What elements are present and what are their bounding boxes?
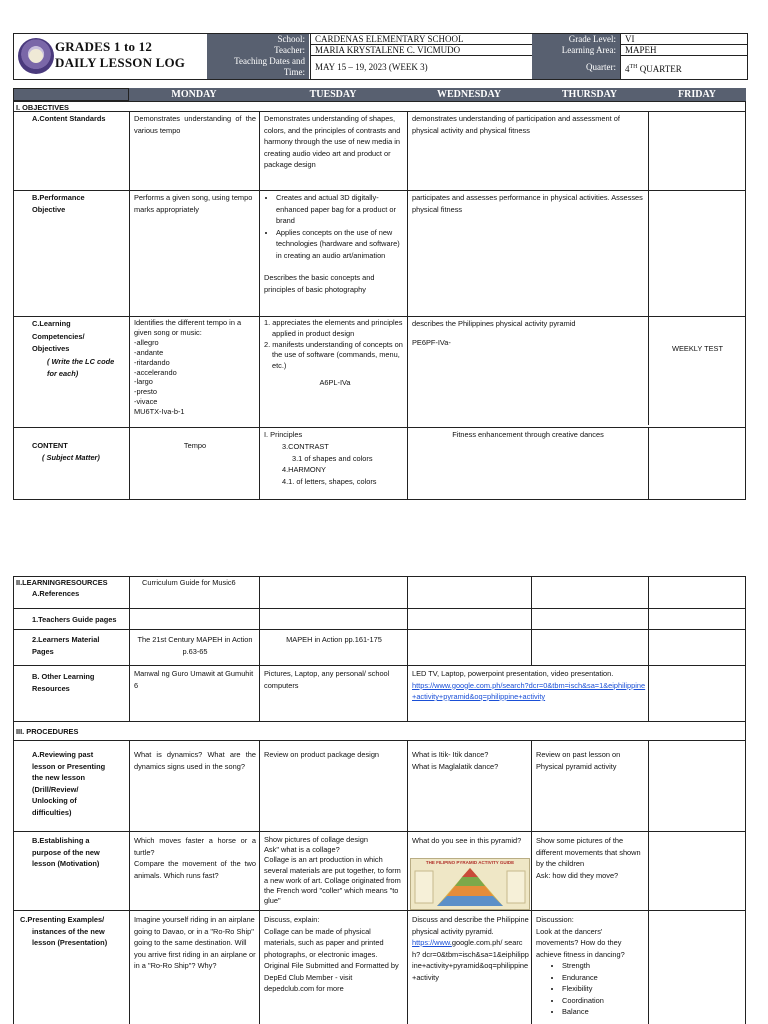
day-tuesday: TUESDAY — [259, 88, 407, 101]
performance-tuesday-photography: Describes the basic concepts and principles of basic photography — [264, 273, 375, 294]
purpose-tuesday-2: Ask" what is a collage? — [264, 845, 340, 855]
dates-label-line-2: Time: — [283, 67, 305, 77]
tuesday-lc-code: A6PL-IVa — [319, 377, 351, 387]
teacher-value: MARIA KRYSTALENE C. VICMUDO — [310, 45, 532, 56]
grade-value: VI — [620, 34, 747, 45]
review-wednesday — [412, 749, 528, 772]
purpose-tuesday — [264, 835, 406, 906]
procedures-section-title: III. PROCEDURES — [16, 727, 79, 736]
school-label: School: — [207, 34, 309, 45]
other-resources-wednesday — [412, 668, 646, 703]
objectives-table — [13, 101, 746, 500]
performance-label — [32, 192, 128, 215]
quarter-value — [620, 56, 747, 79]
competencies-label-3: Objectives — [32, 344, 70, 353]
wednesday-lc-code: PE6PF-IVa- — [412, 338, 451, 347]
review-label-5: Unlocking of — [32, 796, 77, 805]
presenting-thu-1: Discussion: — [536, 915, 574, 924]
purpose-label-1: B.Establishing a — [32, 836, 90, 845]
competencies-monday — [134, 318, 256, 417]
presenting-monday: Imagine yourself riding in an airplane going to Davao, or in a "Ro-Ro Ship" going to the same destination. Will you arrive first riding in an airplane or in a "Ro-Ro Ship"? Why? — [134, 915, 256, 970]
presenting-label — [20, 914, 130, 949]
logo-area — [14, 34, 207, 79]
review-wed-q2: What is Maglalatik dance? — [412, 761, 499, 771]
other-resources-label-1: B. Other Learning — [32, 672, 95, 681]
purpose-monday-q2: Compare the movement of the two animals. Which runs fast? — [134, 859, 256, 880]
presenting-tuesday-3: Original File Submitted and Formatted by DepEd Club Member - visit depedclub.com for more — [264, 961, 399, 993]
quarter-number: 4 — [625, 64, 630, 74]
deped-seal-icon — [18, 38, 54, 74]
teachers-guide-label: 1.Teachers Guide pages — [32, 615, 117, 624]
review-monday: What is dynamics? What are the dynamics signs used in the song? — [134, 750, 256, 771]
other-resources-label — [32, 671, 128, 694]
performance-tuesday — [264, 192, 406, 295]
content-wed-thu: Fitness enhancement through creative dances — [452, 430, 604, 439]
fitness-balance: • Balance — [562, 1006, 646, 1018]
content-label-sub: ( Subject Matter) — [42, 452, 100, 462]
review-label-6: difficulties) — [32, 807, 72, 817]
other-resources-monday: Manwal ng Guro Umawit at Gumuhit 6 — [134, 669, 254, 690]
dates-label — [207, 56, 309, 79]
tempo-andante: -andante — [134, 347, 164, 357]
fitness-endurance: • Endurance — [562, 972, 646, 984]
resources-section-title: II.LEARNINGRESOURCES — [16, 578, 108, 587]
day-monday: MONDAY — [129, 88, 259, 101]
purpose-label-2: purpose of the new — [32, 847, 100, 857]
competency-tuesday-2: 2. manifests understanding of concepts on the use of software (commands, menu, etc.) — [264, 339, 403, 371]
area-value: MAPEH — [620, 45, 747, 56]
performance-wed-thu: participates and assesses performance in physical activities. Assesses physical fitness — [412, 193, 643, 214]
review-tuesday: Review on product package design — [264, 750, 380, 759]
objectives-section-title: I. OBJECTIVES — [16, 103, 69, 112]
review-label — [32, 749, 128, 818]
logo-title-1: GRADES 1 to 12 — [55, 39, 153, 54]
learners-material-label-2: Pages — [32, 646, 54, 656]
presenting-label-1: C.Presenting Examples/ — [20, 915, 105, 924]
review-wed-q1: What is Itik- Itik dance? — [412, 750, 489, 759]
friday-weekly-test: WEEKLY TEST — [672, 344, 723, 353]
tempo-largo: -largo — [134, 377, 153, 387]
performance-tuesday-bullet-2: • Applies concepts on the use of new technologies (hardware and software) in creating an audio art/animation — [276, 227, 406, 262]
learners-material-tuesday: MAPEH in Action pp.161-175 — [286, 635, 382, 644]
pyramid-search-link[interactable]: https://www.google.com.ph/search?dcr=0&tbm=isch&sa=1&eiphilippine+activity+pyramid&oq=philippine+activity — [412, 680, 646, 701]
purpose-monday-q1: Which moves faster a horse or a turtle? — [134, 836, 256, 857]
presenting-label-2: instances of the new — [32, 926, 105, 936]
learners-material-label-1: 2.Learners Material — [32, 635, 100, 644]
presenting-wednesday — [412, 914, 529, 983]
content-tuesday-contrast-sub: 3.1 of shapes and colors — [292, 453, 373, 463]
other-resources-wed-text: LED TV, Laptop, powerpoint presentation, video presentation. — [412, 669, 614, 678]
competencies-label-2: Competencies/ — [32, 331, 85, 341]
content-standards-label: A.Content Standards — [32, 114, 106, 123]
purpose-monday — [134, 835, 256, 881]
presenting-tuesday-2: Collage can be made of physical materials, such as paper and printed photographs, or electronic images. — [264, 926, 384, 959]
school-value: CARDENAS ELEMENTARY SCHOOL — [310, 34, 532, 45]
references-label: A.References — [32, 589, 80, 598]
day-header-blank — [13, 88, 129, 101]
fitness-flexibility: • Flexibility — [562, 983, 646, 995]
learners-material-label — [32, 634, 128, 657]
competencies-label-4: ( Write the LC code — [47, 356, 115, 366]
tempo-intro: Identifies the different tempo in a given song or music: — [134, 318, 242, 337]
competencies-wed-thu: describes the Philippines physical activity pyramid — [412, 319, 576, 328]
purpose-thursday-1: Show some pictures of the different movements that shown by the children — [536, 836, 641, 868]
teacher-label: Teacher: — [207, 45, 309, 56]
monday-lc-code: MU6TX-Iva-b-1 — [134, 407, 185, 417]
other-resources-tuesday: Pictures, Laptop, any personal/ school computers — [264, 669, 390, 690]
fitness-components-list — [536, 960, 646, 1018]
day-wednesday: WEDNESDAY — [407, 88, 531, 101]
purpose-label-3: lesson (Motivation) — [32, 859, 100, 868]
content-tuesday-harmony: 4.HARMONY — [282, 465, 326, 475]
presenting-wed-1: Discuss and describe the Philippine physical activity pyramid. — [412, 915, 529, 936]
logo-title-2: DAILY LESSON LOG — [55, 55, 186, 70]
content-monday: Tempo — [183, 441, 207, 450]
fitness-coordination: • Coordination — [562, 995, 646, 1007]
tempo-ritardando: -ritardando — [134, 357, 170, 367]
area-label: Learning Area: — [532, 45, 620, 56]
content-tuesday-harmony-sub: 4.1. of letters, shapes, colors — [282, 477, 377, 487]
content-tuesday-contrast: 3.CONTRAST — [282, 441, 329, 451]
pyramid-title: THE FILIPINO PYRAMID ACTIVITY GUIDE — [425, 860, 515, 865]
content-standards-wed-thu: demonstrates understanding of participation and assessment of physical activity and physical fitness — [412, 114, 620, 135]
presenting-wed-2: google.com.ph/ search? dcr=0&tbm=isch&sa=1&eiphilippine+activity+pyramid&oq=philippine+activity — [412, 938, 529, 982]
performance-label-2: Objective — [32, 204, 66, 214]
references-monday: Curriculum Guide for Music6 — [142, 578, 236, 587]
other-resources-label-2: Resources — [32, 683, 70, 693]
activity-pyramid-image — [410, 858, 530, 910]
purpose-tuesday-1: Show pictures of collage design — [264, 835, 368, 844]
presenting-tuesday — [264, 914, 404, 995]
competencies-label-1: C.Learning — [32, 319, 71, 328]
content-label — [32, 440, 128, 463]
performance-monday: Performs a given song, using tempo marks appropriately — [134, 193, 253, 214]
resources-procedures-table — [13, 576, 746, 1024]
content-label-main: CONTENT — [32, 441, 68, 450]
purpose-thursday — [536, 835, 646, 881]
review-label-2: lesson or Presenting — [32, 761, 106, 771]
tempo-allegro: -allegro — [134, 337, 159, 347]
quarter-suffix: TH — [629, 64, 638, 70]
quarter-word: QUARTER — [639, 64, 682, 74]
dates-value: MAY 15 – 19, 2023 (WEEK 3) — [310, 56, 532, 79]
performance-tuesday-bullet-1: • Creates and actual 3D digitally-enhanced paper bag for a product or brand — [276, 192, 406, 227]
presenting-wed-link[interactable]: https://www. — [412, 938, 452, 947]
content-standards-tuesday: Demonstrates understanding of shapes, colors, and the principles of contrasts and harmony through the use of new media in creating audio video art and product or package design — [264, 114, 401, 169]
presenting-thu-2: Look at the dancers' movements? How do they achieve fitness in dancing? — [536, 926, 625, 959]
purpose-thursday-2: Ask: how did they move? — [536, 870, 619, 880]
grade-label: Grade Level: — [532, 34, 620, 45]
review-label-4: (Drill/Review/ — [32, 784, 79, 794]
tempo-vivace: -vivace — [134, 397, 158, 407]
fitness-strength: • Strength — [562, 960, 646, 972]
day-friday: FRIDAY — [648, 88, 746, 101]
presenting-label-3: lesson (Presentation) — [32, 938, 108, 947]
competencies-label-5: for each) — [47, 369, 79, 378]
purpose-tuesday-3: Collage is an art production in which several materials are put together, to form a new work of art. Collage originated from the French word "coller" which means "to glue" — [264, 855, 401, 906]
content-tuesday — [264, 429, 406, 488]
competency-tuesday-1: 1. appreciates the elements and principles applied in product design — [264, 318, 403, 338]
review-thursday: Review on past lesson on Physical pyramid activity — [536, 750, 621, 771]
pyramid-graphic-icon — [411, 859, 529, 909]
presenting-thursday — [536, 914, 646, 1018]
learners-material-monday: The 21st Century MAPEH in Action p.63-65 — [137, 635, 253, 656]
content-tuesday-principles: I. Principles — [264, 430, 303, 439]
review-label-1: A.Reviewing past — [32, 750, 94, 759]
performance-label-1: B.Performance — [32, 193, 85, 202]
tempo-accelerando: -accelerando — [134, 367, 177, 377]
content-standards-monday: Demonstrates understanding of the various tempo — [134, 114, 256, 135]
day-thursday: THURSDAY — [531, 88, 648, 101]
dates-label-line-1: Teaching Dates and — [234, 56, 305, 66]
tempo-presto: -presto — [134, 387, 158, 397]
presenting-tuesday-1: Discuss, explain: — [264, 915, 320, 924]
quarter-label: Quarter: — [532, 56, 620, 79]
competencies-label — [32, 318, 128, 381]
purpose-wednesday: What do you see in this pyramid? — [412, 836, 522, 845]
review-label-3: the new lesson — [32, 773, 85, 782]
purpose-label — [32, 835, 128, 870]
competencies-tuesday — [264, 318, 406, 389]
header-box — [13, 33, 748, 80]
